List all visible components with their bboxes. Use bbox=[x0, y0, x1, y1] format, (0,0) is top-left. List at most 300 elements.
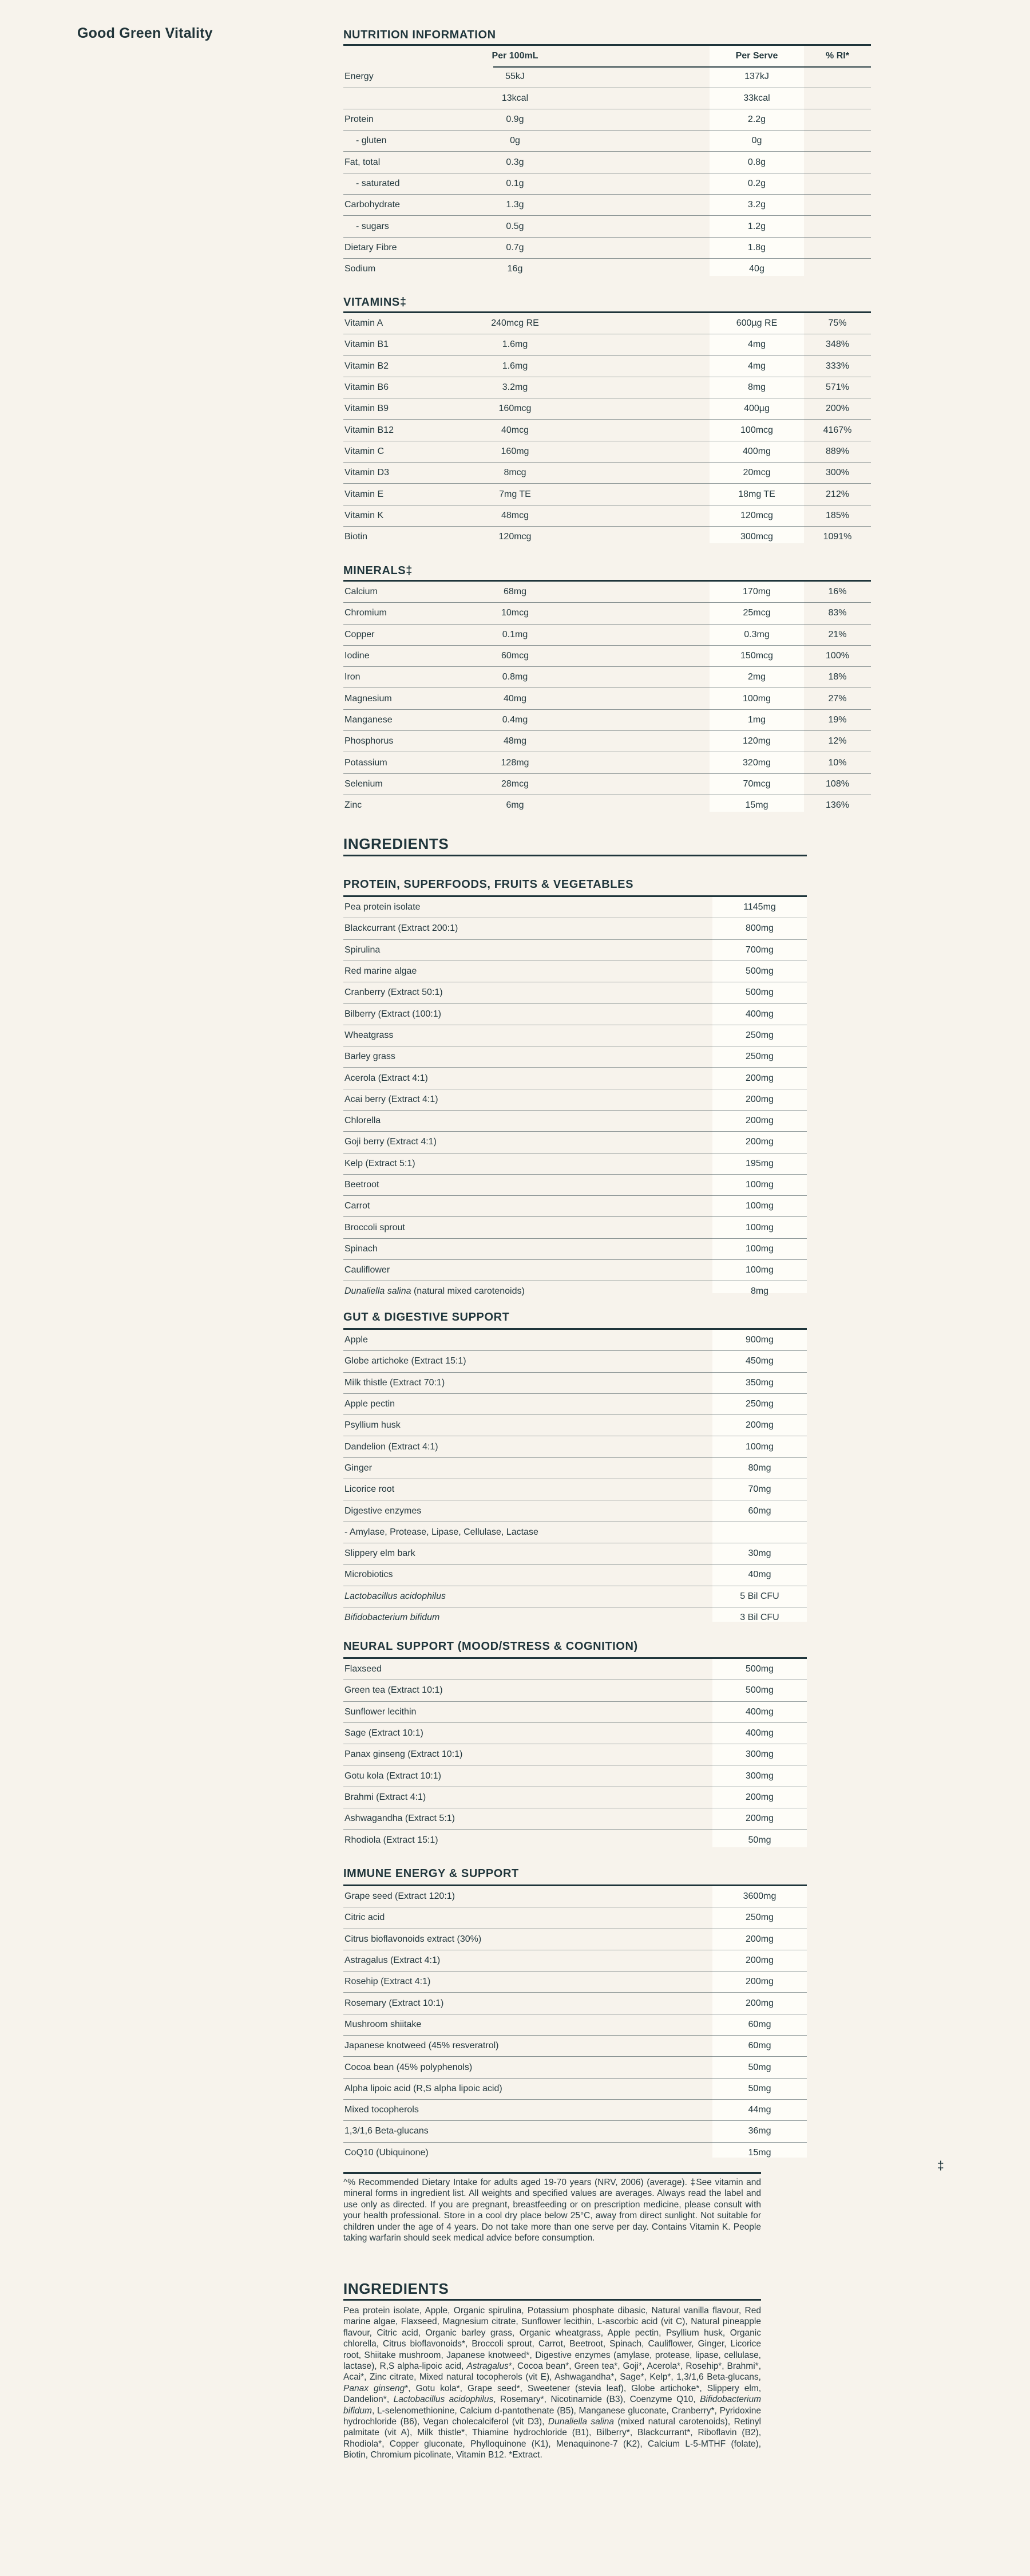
row-value-per-100ml: 0.9g bbox=[506, 114, 524, 125]
table-row bbox=[343, 1971, 807, 1992]
page-title: Good Green Vitality bbox=[77, 25, 213, 41]
row-value-per-100ml: 13kcal bbox=[501, 93, 529, 103]
row-value-per-serve: 170mg bbox=[743, 587, 771, 597]
row-value-per-100ml: 160mcg bbox=[498, 404, 532, 414]
row-label: Energy bbox=[344, 72, 374, 82]
table-row bbox=[343, 1457, 807, 1479]
row-value: 200mg bbox=[746, 1934, 774, 1944]
table-row bbox=[343, 1607, 807, 1628]
row-value-per-100ml: 68mg bbox=[503, 587, 527, 597]
row-value-ri: 348% bbox=[826, 339, 849, 350]
row-label: Spirulina bbox=[344, 945, 381, 955]
row-value: 100mg bbox=[746, 1180, 774, 1190]
row-value: 200mg bbox=[746, 1792, 774, 1802]
table-row bbox=[343, 2014, 807, 2035]
table-row bbox=[343, 1003, 807, 1024]
row-value-per-100ml: 0.1g bbox=[506, 178, 524, 188]
row-value-per-serve: 2.2g bbox=[747, 114, 766, 125]
table-row bbox=[343, 1415, 807, 1436]
row-label: Vitamin D3 bbox=[344, 468, 389, 478]
row-label: Lactobacillus acidophilus bbox=[344, 1591, 446, 1601]
table-row bbox=[343, 483, 871, 504]
row-value-per-serve: 15mg bbox=[745, 800, 768, 811]
row-value: 500mg bbox=[746, 966, 774, 977]
table-row bbox=[343, 1950, 807, 1971]
row-value-per-100ml: 8mcg bbox=[504, 468, 526, 478]
row-value: 350mg bbox=[746, 1377, 774, 1388]
ingredient-text: Pea protein isolate, Apple, Organic spirulina, Potassium phosphate dibasic, Natural vanilla flavour, Red marine algae, Flaxseed, Magnesium citrate, Sunflower lecithin, L-ascorbic acid (vit C), Natural pineapple flavour, Citric acid, Organic barley grass, Organic wheatgrass, Apple pectin, Psyllium husk, Organic chlorella, Citrus bioflavonoids*, Broccoli sprout, Carrot, Beetroot, Spinach, Cauliflower, Ginger, Licorice root, Shiitake mushroom, Japanese knotweed*, Digestive enzymes (amylase, protease, lipase, cellulase, lactase), R,S alpha-lipoic acid, bbox=[343, 2306, 761, 2372]
section-title: INGREDIENTS bbox=[343, 835, 449, 852]
table-row bbox=[343, 2056, 807, 2077]
table-row bbox=[343, 258, 871, 279]
table-row bbox=[343, 2035, 807, 2056]
row-label: Bilberry (Extract (100:1) bbox=[344, 1009, 441, 1019]
row-value-per-serve: 18mg TE bbox=[738, 489, 775, 499]
row-label: Fat, total bbox=[344, 157, 381, 167]
row-value-per-100ml: 160mg bbox=[501, 446, 529, 456]
row-value: 60mg bbox=[748, 2019, 771, 2029]
row-label: Dandelion (Extract 4:1) bbox=[344, 1441, 438, 1452]
table-row bbox=[343, 752, 871, 773]
row-label: Vitamin B9 bbox=[344, 404, 389, 414]
row-value-ri: 200% bbox=[826, 404, 849, 414]
table-row bbox=[343, 582, 871, 602]
table-row bbox=[343, 1701, 807, 1722]
table-row bbox=[343, 688, 871, 709]
row-label: Citrus bioflavonoids extract (30%) bbox=[344, 1934, 482, 1944]
ingredient-text: *, Gotu kola*, Grape seed*, Sweetener (stevia leaf), Globe artichoke*, Slippery elm, Dandelion*, bbox=[343, 2383, 761, 2405]
row-value: 100mg bbox=[746, 1265, 774, 1275]
column-header-row bbox=[343, 46, 871, 66]
table-row bbox=[343, 66, 871, 87]
row-label: - sugars bbox=[356, 221, 389, 231]
ingredients-paragraph bbox=[343, 2305, 761, 2461]
row-value-per-100ml: 16g bbox=[507, 264, 523, 274]
section-title: GUT & DIGESTIVE SUPPORT bbox=[343, 1311, 510, 1323]
row-value: 100mg bbox=[746, 1222, 774, 1232]
table-row bbox=[343, 1586, 807, 1607]
row-label: Barley grass bbox=[344, 1052, 395, 1062]
row-value-per-100ml: 7mg TE bbox=[499, 489, 531, 499]
row-value-per-serve: 600µg RE bbox=[736, 318, 778, 329]
row-value-per-serve: 3.2g bbox=[747, 200, 766, 210]
table-row bbox=[343, 2099, 807, 2120]
row-value-ri: 333% bbox=[826, 361, 849, 371]
table-row bbox=[343, 1765, 807, 1786]
row-value-ri: 571% bbox=[826, 382, 849, 393]
table-row bbox=[343, 918, 807, 939]
table-row bbox=[343, 1808, 807, 1829]
row-label: Carrot bbox=[344, 1201, 370, 1211]
row-value-per-100ml: 3.2mg bbox=[502, 382, 528, 393]
row-value-ri: 16% bbox=[828, 587, 847, 597]
table-row bbox=[343, 2078, 807, 2099]
row-value-ri: 83% bbox=[828, 608, 847, 618]
row-label: Vitamin B2 bbox=[344, 361, 389, 371]
row-value: 44mg bbox=[748, 2105, 771, 2115]
ingredient-italic-term: Astragalus bbox=[466, 2361, 509, 2372]
row-value: 300mg bbox=[746, 1749, 774, 1760]
table-row bbox=[343, 645, 871, 666]
table-row bbox=[343, 1281, 807, 1302]
row-value-per-serve: 100mg bbox=[743, 693, 771, 704]
table-row bbox=[343, 2142, 807, 2163]
row-value-per-100ml: 40mg bbox=[503, 693, 527, 704]
column-header-per-100ml: Per 100mL bbox=[492, 51, 538, 61]
row-value-per-serve: 4mg bbox=[747, 361, 766, 371]
table-row bbox=[343, 109, 871, 130]
row-value: 250mg bbox=[746, 1399, 774, 1409]
table-row bbox=[343, 215, 871, 236]
row-value: 200mg bbox=[746, 1116, 774, 1126]
row-label: Rhodiola (Extract 15:1) bbox=[344, 1835, 438, 1845]
row-value-ri: 185% bbox=[826, 510, 849, 520]
row-value-per-serve: 2mg bbox=[747, 672, 766, 682]
table-row bbox=[343, 1722, 807, 1744]
row-value: 36mg bbox=[748, 2126, 771, 2136]
row-label: Milk thistle (Extract 70:1) bbox=[344, 1377, 445, 1388]
row-label: Manganese bbox=[344, 714, 393, 725]
row-value: 300mg bbox=[746, 1771, 774, 1781]
footnote-text: ^% Recommended Dietary Intake for adults aged 19-70 years (NRV, 2006) (average). ‡See vitamin and mineral forms in ingredient list. All weights and specified values are averages. Always read the label and use only as directed. If you are pregnant, breastfeeding or on prescription medicine, please consult with your health professional. Store in a cool dry place below 25°C, away from direct sunlight. Not suitable for children under the age of 4 years. Do not take more than one serve per day. Contains Vitamin K. People taking warfarin should seek medical advice before consumption. bbox=[343, 2178, 761, 2243]
row-value-ri: 108% bbox=[826, 779, 849, 789]
table-row bbox=[343, 1350, 807, 1372]
row-value: 200mg bbox=[746, 1137, 774, 1147]
row-label: Iodine bbox=[344, 651, 370, 661]
row-value-ri: 19% bbox=[828, 714, 847, 725]
table-row bbox=[343, 1479, 807, 1500]
row-value: 450mg bbox=[746, 1356, 774, 1366]
row-label: Japanese knotweed (45% resveratrol) bbox=[344, 2041, 499, 2051]
row-label: Panax ginseng (Extract 10:1) bbox=[344, 1749, 463, 1760]
row-label: - Amylase, Protease, Lipase, Cellulase, Lactase bbox=[344, 1527, 538, 1537]
row-value: 900mg bbox=[746, 1335, 774, 1345]
row-label: Goji berry (Extract 4:1) bbox=[344, 1137, 437, 1147]
table-row bbox=[343, 313, 871, 334]
row-label: Broccoli sprout bbox=[344, 1222, 405, 1232]
section-title: NUTRITION INFORMATION bbox=[343, 29, 496, 41]
row-value: 100mg bbox=[746, 1441, 774, 1452]
row-label: Cauliflower bbox=[344, 1265, 390, 1275]
ingredient-italic-term: Bifidobacterium bifidum bbox=[343, 2395, 762, 2416]
table-row bbox=[343, 419, 871, 440]
row-value-ri: 212% bbox=[826, 489, 849, 499]
row-label: Grape seed (Extract 120:1) bbox=[344, 1891, 455, 1902]
row-label: Iron bbox=[344, 672, 360, 682]
row-value-per-serve: 1.2g bbox=[747, 221, 766, 231]
row-label: Cranberry (Extract 50:1) bbox=[344, 987, 443, 998]
table-row bbox=[343, 1025, 807, 1046]
row-value-per-serve: 137kJ bbox=[744, 72, 769, 82]
table-row bbox=[343, 602, 871, 623]
vitamins-rows bbox=[343, 313, 871, 547]
section-rule bbox=[343, 2172, 761, 2174]
table-row bbox=[343, 1216, 807, 1238]
row-label: Psyllium husk bbox=[344, 1420, 401, 1431]
row-value: 3600mg bbox=[743, 1891, 777, 1902]
row-value: 50mg bbox=[748, 1835, 771, 1845]
row-label: Ginger bbox=[344, 1463, 373, 1473]
row-label: Apple bbox=[344, 1335, 368, 1345]
table-row bbox=[343, 130, 871, 151]
row-value-per-100ml: 1.6mg bbox=[502, 339, 528, 350]
table-row bbox=[343, 666, 871, 688]
table-row bbox=[343, 194, 871, 215]
row-label: Brahmi (Extract 4:1) bbox=[344, 1792, 426, 1802]
table-row bbox=[343, 462, 871, 483]
row-value-per-100ml: 0.4mg bbox=[502, 714, 528, 725]
row-value-ri: 75% bbox=[828, 318, 847, 329]
row-label: Globe artichoke (Extract 15:1) bbox=[344, 1356, 466, 1366]
table-row bbox=[343, 1259, 807, 1281]
row-value-ri: 100% bbox=[826, 651, 849, 661]
row-value-per-serve: 33kcal bbox=[743, 93, 770, 103]
row-value-ri: 4167% bbox=[823, 425, 852, 435]
row-value: 60mg bbox=[748, 2041, 771, 2051]
row-value-per-100ml: 55kJ bbox=[505, 72, 525, 82]
table-row bbox=[343, 1372, 807, 1393]
table-row bbox=[343, 1089, 807, 1110]
ingredient-italic-term: Dunaliella salina bbox=[548, 2417, 615, 2427]
row-label: Alpha lipoic acid (R,S alpha lipoic acid) bbox=[344, 2083, 502, 2093]
row-value: 700mg bbox=[746, 945, 774, 955]
table-row bbox=[343, 334, 871, 355]
row-value: 30mg bbox=[748, 1548, 771, 1559]
row-value: 500mg bbox=[746, 1664, 774, 1674]
row-label: Licorice root bbox=[344, 1484, 395, 1495]
row-value: 500mg bbox=[746, 987, 774, 998]
table-row bbox=[343, 173, 871, 194]
row-label: Wheatgrass bbox=[344, 1030, 394, 1040]
row-label: Red marine algae bbox=[344, 966, 417, 977]
row-value: 70mg bbox=[748, 1484, 771, 1495]
row-value: 200mg bbox=[746, 1955, 774, 1966]
row-label: Cocoa bean (45% polyphenols) bbox=[344, 2062, 473, 2072]
table-row bbox=[343, 1330, 807, 1350]
row-value-per-serve: 0.8g bbox=[747, 157, 766, 167]
row-value-per-100ml: 0g bbox=[510, 136, 520, 146]
row-label: Microbiotics bbox=[344, 1570, 393, 1580]
row-label: Ashwagandha (Extract 5:1) bbox=[344, 1814, 455, 1824]
row-label: Kelp (Extract 5:1) bbox=[344, 1158, 415, 1168]
table-row bbox=[343, 624, 871, 645]
row-label: Apple pectin bbox=[344, 1399, 395, 1409]
row-value-ri: 889% bbox=[826, 446, 849, 456]
row-value: 400mg bbox=[746, 1706, 774, 1717]
ingredient-italic-term: Panax ginseng bbox=[343, 2383, 405, 2393]
row-label: Sunflower lecithin bbox=[344, 1706, 417, 1717]
row-label: Vitamin E bbox=[344, 489, 384, 499]
section-title: IMMUNE ENERGY & SUPPORT bbox=[343, 1867, 519, 1880]
row-value-per-serve: 1mg bbox=[747, 714, 766, 725]
row-value-per-serve: 40g bbox=[749, 264, 764, 274]
ingredient-text: (mixed natural carotenoids), Retinyl palmitate (vit A), Milk thistle*, Thiamine hydrochloride (B1), Bilberry*, Blackcurrant*, Riboflavin (B2), Rhodiola*, Copper gluconate, Phylloquinone (K1), Menaquinone-7 (K2), Calcium L-5-MTHF (folate), Biotin, Chromium picolinate, Vitamin B12. *Extract. bbox=[343, 2417, 761, 2460]
table-row bbox=[343, 1680, 807, 1701]
row-value-per-100ml: 48mcg bbox=[501, 510, 529, 520]
row-value: 200mg bbox=[746, 1998, 774, 2008]
row-value: 3 Bil CFU bbox=[740, 1613, 779, 1622]
row-label: Sage (Extract 10:1) bbox=[344, 1728, 423, 1739]
row-value: 400mg bbox=[746, 1009, 774, 1019]
row-value: 60mg bbox=[748, 1506, 771, 1516]
row-value: 195mg bbox=[746, 1158, 774, 1168]
row-value-per-100ml: 0.1mg bbox=[502, 629, 528, 639]
row-value-per-serve: 0g bbox=[751, 136, 762, 146]
table-row bbox=[343, 1500, 807, 1521]
row-label: Chlorella bbox=[344, 1116, 381, 1126]
row-value-ri: 300% bbox=[826, 468, 849, 478]
table-row bbox=[343, 1829, 807, 1850]
row-value-per-100ml: 0.8mg bbox=[502, 672, 528, 682]
table-row bbox=[343, 773, 871, 795]
table-row bbox=[343, 2120, 807, 2142]
table-row bbox=[343, 1907, 807, 1928]
row-label: - saturated bbox=[356, 178, 400, 188]
table-row bbox=[343, 237, 871, 258]
row-value-per-100ml: 128mg bbox=[501, 757, 529, 768]
row-label: Rosehip (Extract 4:1) bbox=[344, 1977, 431, 1987]
row-label: Sodium bbox=[344, 264, 376, 274]
table-row bbox=[343, 1564, 807, 1585]
row-value: 200mg bbox=[746, 1814, 774, 1824]
row-label: Vitamin B1 bbox=[344, 339, 389, 350]
row-value: 8mg bbox=[750, 1286, 769, 1297]
row-value-per-100ml: 1.3g bbox=[506, 200, 524, 210]
row-value-per-serve: 1.8g bbox=[747, 242, 766, 252]
row-value: 500mg bbox=[746, 1685, 774, 1696]
section-title: MINERALS‡ bbox=[343, 564, 413, 577]
row-value-ri: 1091% bbox=[823, 532, 852, 542]
section-rule bbox=[343, 2299, 761, 2301]
row-value-per-serve: 300mcg bbox=[740, 532, 773, 542]
section-title: PROTEIN, SUPERFOODS, FRUITS & VEGETABLES bbox=[343, 878, 634, 891]
row-label: Mushroom shiitake bbox=[344, 2019, 422, 2029]
minerals-rows bbox=[343, 582, 871, 816]
table-row bbox=[343, 961, 807, 982]
row-value-ri: 10% bbox=[828, 757, 847, 768]
row-value: 800mg bbox=[746, 923, 774, 934]
table-row bbox=[343, 151, 871, 172]
row-value-per-serve: 70mcg bbox=[743, 779, 771, 789]
row-value: 5 Bil CFU bbox=[740, 1591, 779, 1601]
table-row bbox=[343, 1886, 807, 1907]
row-label: Pea protein isolate bbox=[344, 902, 421, 912]
table-row bbox=[343, 1992, 807, 2013]
table-row bbox=[343, 1787, 807, 1808]
section-rule bbox=[343, 855, 807, 856]
ingredient-text: *, Cocoa bean*, Green tea*, Goji*, Acerola*, Rosehip*, Brahmi*, Acai*, Zinc citrate, Mixed natural tocopherols (vit E), Ashwagandha*, Sage*, Kelp*, 1,3/1,6 Beta-glucans, bbox=[343, 2361, 761, 2383]
ingredient-rows bbox=[343, 897, 807, 1302]
row-label: Potassium bbox=[344, 757, 387, 768]
row-value: 250mg bbox=[746, 1052, 774, 1062]
row-label: Vitamin K bbox=[344, 510, 384, 520]
row-label: Digestive enzymes bbox=[344, 1506, 422, 1516]
row-label: Rosemary (Extract 10:1) bbox=[344, 1998, 444, 2008]
row-value-per-100ml: 0.7g bbox=[506, 242, 524, 252]
row-label: Astragalus (Extract 4:1) bbox=[344, 1955, 441, 1966]
table-row bbox=[343, 1744, 807, 1765]
row-value-ri: 27% bbox=[828, 693, 847, 704]
row-label: Chromium bbox=[344, 608, 387, 618]
row-value-per-serve: 120mcg bbox=[740, 510, 773, 520]
row-label: Vitamin A bbox=[344, 318, 383, 329]
column-header-ri: % RI* bbox=[826, 51, 849, 61]
row-value-per-serve: 150mcg bbox=[740, 651, 773, 661]
row-value: 40mg bbox=[748, 1570, 771, 1580]
row-label: Vitamin B12 bbox=[344, 425, 394, 435]
row-label: Copper bbox=[344, 629, 375, 639]
row-value-per-100ml: 0.3g bbox=[506, 157, 524, 167]
table-row bbox=[343, 355, 871, 377]
table-row bbox=[343, 505, 871, 526]
row-value: 400mg bbox=[746, 1728, 774, 1739]
row-label: Acai berry (Extract 4:1) bbox=[344, 1094, 438, 1104]
row-value: 200mg bbox=[746, 1977, 774, 1987]
section-title: NEURAL SUPPORT (MOOD/STRESS & COGNITION) bbox=[343, 1640, 638, 1653]
row-value-per-serve: 100mcg bbox=[740, 425, 773, 435]
table-row bbox=[343, 441, 871, 462]
table-row bbox=[343, 1195, 807, 1216]
row-value: 80mg bbox=[748, 1463, 771, 1473]
row-value-per-serve: 8mg bbox=[747, 382, 766, 393]
row-value-per-100ml: 1.6mg bbox=[502, 361, 528, 371]
row-value-per-serve: 400µg bbox=[744, 404, 770, 414]
table-row bbox=[343, 526, 871, 547]
row-value: 1145mg bbox=[743, 902, 776, 912]
row-value-per-serve: 120mg bbox=[743, 736, 771, 746]
row-value-per-serve: 0.3mg bbox=[744, 629, 770, 639]
table-row bbox=[343, 1929, 807, 1950]
row-value-per-100ml: 40mcg bbox=[501, 425, 529, 435]
row-value-per-100ml: 28mcg bbox=[501, 779, 529, 789]
table-row bbox=[343, 377, 871, 398]
row-value-per-serve: 400mg bbox=[743, 446, 771, 456]
row-value-per-serve: 4mg bbox=[747, 339, 766, 350]
table-row bbox=[343, 398, 871, 419]
row-value: 15mg bbox=[748, 2147, 771, 2158]
table-row bbox=[343, 1393, 807, 1415]
row-value-per-100ml: 10mcg bbox=[501, 608, 529, 618]
table-row bbox=[343, 897, 807, 918]
row-label: Bifidobacterium bifidum bbox=[344, 1613, 440, 1622]
table-row bbox=[343, 1659, 807, 1680]
row-label: Acerola (Extract 4:1) bbox=[344, 1073, 428, 1083]
row-label: Selenium bbox=[344, 779, 383, 789]
table-row bbox=[343, 1436, 807, 1457]
ingredient-rows bbox=[343, 1886, 807, 2163]
row-value-ri: 136% bbox=[826, 800, 849, 811]
row-label: Slippery elm bark bbox=[344, 1548, 415, 1559]
section-title: INGREDIENTS bbox=[343, 2280, 449, 2297]
row-value: 250mg bbox=[746, 1913, 774, 1923]
row-label: Flaxseed bbox=[344, 1664, 382, 1674]
row-value-ri: 12% bbox=[828, 736, 847, 746]
row-value-per-100ml: 48mg bbox=[503, 736, 527, 746]
ingredient-italic-term: Lactobacillus acidophilus bbox=[393, 2395, 494, 2405]
row-value: 250mg bbox=[746, 1030, 774, 1040]
row-value-per-100ml: 0.5g bbox=[506, 221, 524, 231]
row-value: 50mg bbox=[748, 2083, 771, 2093]
row-label: Blackcurrant (Extract 200:1) bbox=[344, 923, 458, 934]
row-value-per-serve: 0.2g bbox=[747, 178, 766, 188]
column-header-per-serve: Per Serve bbox=[735, 51, 778, 61]
row-value-per-serve: 320mg bbox=[743, 757, 771, 768]
double-dagger-mark: ‡ bbox=[937, 2159, 944, 2172]
table-row bbox=[343, 1067, 807, 1088]
section-title: VITAMINS‡ bbox=[343, 296, 407, 309]
row-label: Phosphorus bbox=[344, 736, 394, 746]
table-row bbox=[343, 709, 871, 730]
